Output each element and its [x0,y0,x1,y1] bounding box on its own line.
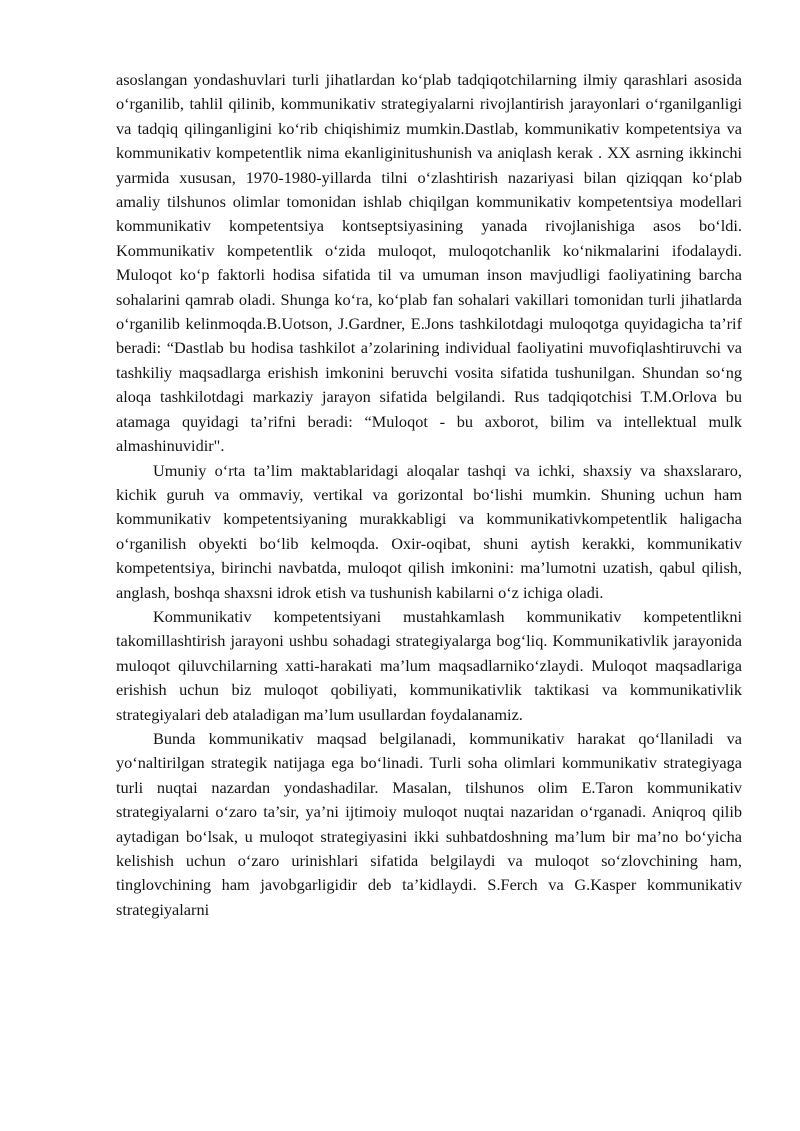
paragraph-1: asoslangan yondashuvlari turli jihatlardan ko‘plab tadqiqotchilarning ilmiy qarashlari asosida o‘rganilib, tahlil qilinib, kommunikativ strategiyalarni rivojlantirish jarayonlari o‘rganilganligi va tadqiq qilinganligini ko‘rib chiqishimiz mumkin.Dastlab, kommunikativ kompetentsiya va kommunikativ kompetentlik nima ekanliginitushunish va aniqlash kerak . XX asrning ikkinchi yarmida xususan, 1970-1980-yillarda tilni o‘zlashtirish nazariyasi bilan qiziqqan ko‘plab amaliy tilshunos olimlar tomonidan ishlab chiqilgan kommunikativ kompetentsiya modellari kommunikativ kompetentsiya kontseptsiyasining yanada rivojlanishiga asos bo‘ldi. Kommunikativ kompetentlik o‘zida muloqot, muloqotchanlik ko‘nikmalarini ifodalaydi. Muloqot ko‘p faktorli hodisa sifatida til va umuman inson mavjudligi faoliyatining barcha sohalarini qamrab oladi. Shunga ko‘ra, ko‘plab fan sohalari vakillari tomonidan turli jihatlarda o‘rganilib kelinmoqda.B.Uotson, J.Gardner, E.Jons tashkilotdagi muloqotga quyidagicha ta’rif beradi: “Dastlab bu hodisa tashkilot a’zolarining individual faoliyatini muvofiqlashtiruvchi va tashkiliy maqsadlarga erishish imkonini beruvchi vosita sifatida tushunilgan. Shundan so‘ng aloqa tashkilotdagi markaziy jarayon sifatida belgilandi. Rus tadqiqotchisi T.M.Orlova bu atamaga quyidagi ta’rifni beradi: “Muloqot - bu axborot, bilim va intellektual mulk almashinuvidir". [116,70,742,456]
document-page [116,68,742,922]
paragraph-4: Bunda kommunikativ maqsad belgilanadi, kommunikativ harakat qo‘llaniladi va yo‘naltirilgan strategik natijaga ega bo‘linadi. Turli soha olimlari kommunikativ strategiyaga turli nuqtai nazardan yondashadilar. Masalan, tilshunos olim E.Taron kommunikativ strategiyalarni o‘zaro ta’sir, ya’ni ijtimoiy muloqot nuqtai nazaridan o‘rganadi. Aniqroq qilib aytadigan bo‘lsak, u muloqot strategiyasini ikki suhbatdoshning ma’lum bir ma’no bo‘yicha kelishish uchun o‘zaro urinishlari sifatida belgilaydi va muloqot so‘zlovchining ham, tinglovchining ham javobgarligidir deb ta’kidlaydi. S.Ferch va G.Kasper kommunikativ strategiyalarni [116,728,742,919]
paragraph-2: Umuniy o‘rta ta’lim maktablaridagi aloqalar tashqi va ichki, shaxsiy va shaxslararo, kichik guruh va ommaviy, vertikal va gorizontal bo‘lishi mumkin. Shuning uchun ham kommunikativ kompetentsiyaning murakkabligi va kommunikativkompetentlik haligacha o‘rganilish obyekti bo‘lib kelmoqda. Oxir-oqibat, shuni aytish kerakki, kommunikativ kompetentsiya, birinchi navbatda, muloqot qilish imkonini: ma’lumotni uzatish, qabul qilish, anglash, boshqa shaxsni idrok etish va tushunish kabilarni o‘z ichiga oladi. [116,460,742,602]
paragraph-3: Kommunikativ kompetentsiyani mustahkamlash kommunikativ kompetentlikni takomillashtirish jarayoni ushbu sohadagi strategiyalarga bog‘liq. Kommunikativlik jarayonida muloqot qiluvchilarning xatti-harakati ma’lum maqsadlarniko‘zlaydi. Muloqot maqsadlariga erishish uchun biz muloqot qobiliyati, kommunikativlik taktikasi va kommunikativlik strategiyalari deb ataladigan ma’lum usullardan foydalanamiz. [116,606,742,724]
